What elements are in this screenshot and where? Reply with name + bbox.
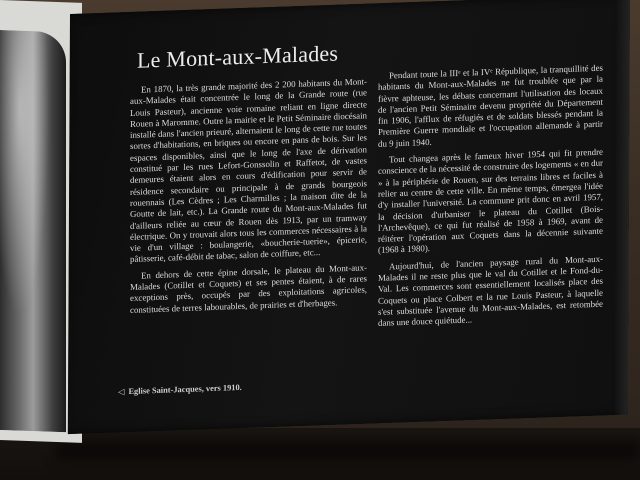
page-title: Le Mont-aux-Malades [137,40,339,73]
paragraph: Tout changea après le fameux hiver 1954 qui fit prendre conscience de la nécessité de construire des logements « en dur » à la périphérie de Rouen, sur des terrains libres et faciles à relier au centre de cette ville. En même temps, émergea l'idée d'y installer l'université. La commune prit donc en avril 1957, la décision d'urbaniser le plateau du Cotillet (Bois-l'Archevêque), ce qui fut réalisé de 1958 à 1969, avant de réitérer l'opération aux Coquets dans la décennie suivante (1968 à 1980). [378,146,603,256]
paragraph: Pendant toute la IIIᵉ et la IVᵉ République, la tranquillité des habitants du Mont-aux-Malades ne fut troublée que par la fièvre aphteuse, les débats concernant l'utilisation des locaux de l'ancien Petit Séminaire devenu propriété du Département fin 1906, l'afflux de réfugiés et de soldats blessés pendant la Première Guerre mondiale et l'occupation allemande à partir du 9 juin 1940. [378,62,603,149]
caption-text: Eglise Saint-Jacques, vers 1910. [128,382,242,397]
paragraph: Aujourd'hui, de l'ancien paysage rural du Mont-aux-Malades il ne reste plus que le val du Cotillet et le Fond-du-Val. Les commerces sont essentiellement localisés place des Coquets ou place Colbert et la rue Louis Pasteur, à laquelle s'est substituée l'avenue du Mont-aux-Malades, est retombée dans une douce quiétude... [378,253,603,329]
caption-arrow-icon: ◁ [118,387,125,397]
paragraph: En dehors de cette épine dorsale, le plateau du Mont-aux-Malades (Cotillet et Coquets) et ses pentes étaient, à de rares exceptions près, occupés par des exploitations agricoles, constituées de terres labourables, de prairies et d'herbages. [130,262,367,315]
right-text-column [378,63,603,335]
paragraph: En 1870, la très grande majorité des 2 200 habitants du Mont-aux-Malades était concentrée le long de la Grande route (rue Louis Pasteur), ancienne voie romaine reliant en ligne directe Rouen à Maromme. Outre la mairie et le Petit Séminaire diocésain installé dans l'ancien prieuré, alternaient le long de cette rue toutes sortes d'habitations, en briques ou encore en pans de bois. Sur les espaces disponibles, ainsi que le long de l'axe de dérivation constitué par les rues Lefort-Gonssolin et Raffetot, de vastes demeures étaient alors en cours d'édification pour servir de résidence secondaire ou principale à de grands bourgeois rouennais (Les Cèdres ; Les Charmilles ; la maison dite de la Goutte de lait, etc.). La Grande route du Mont-aux-Malades fut d'ailleurs reliée au cœur de Rouen dès 1913, par un tramway électrique. On y trouvait alors tous les commerces nécessaires à la vie d'un village : boulangerie, «boucherie-tuerie», épicerie, pâtisserie, café-débit de tabac, salon de coiffure, etc... [130,76,367,265]
left-text-column [130,76,367,321]
photo-caption [118,382,242,397]
